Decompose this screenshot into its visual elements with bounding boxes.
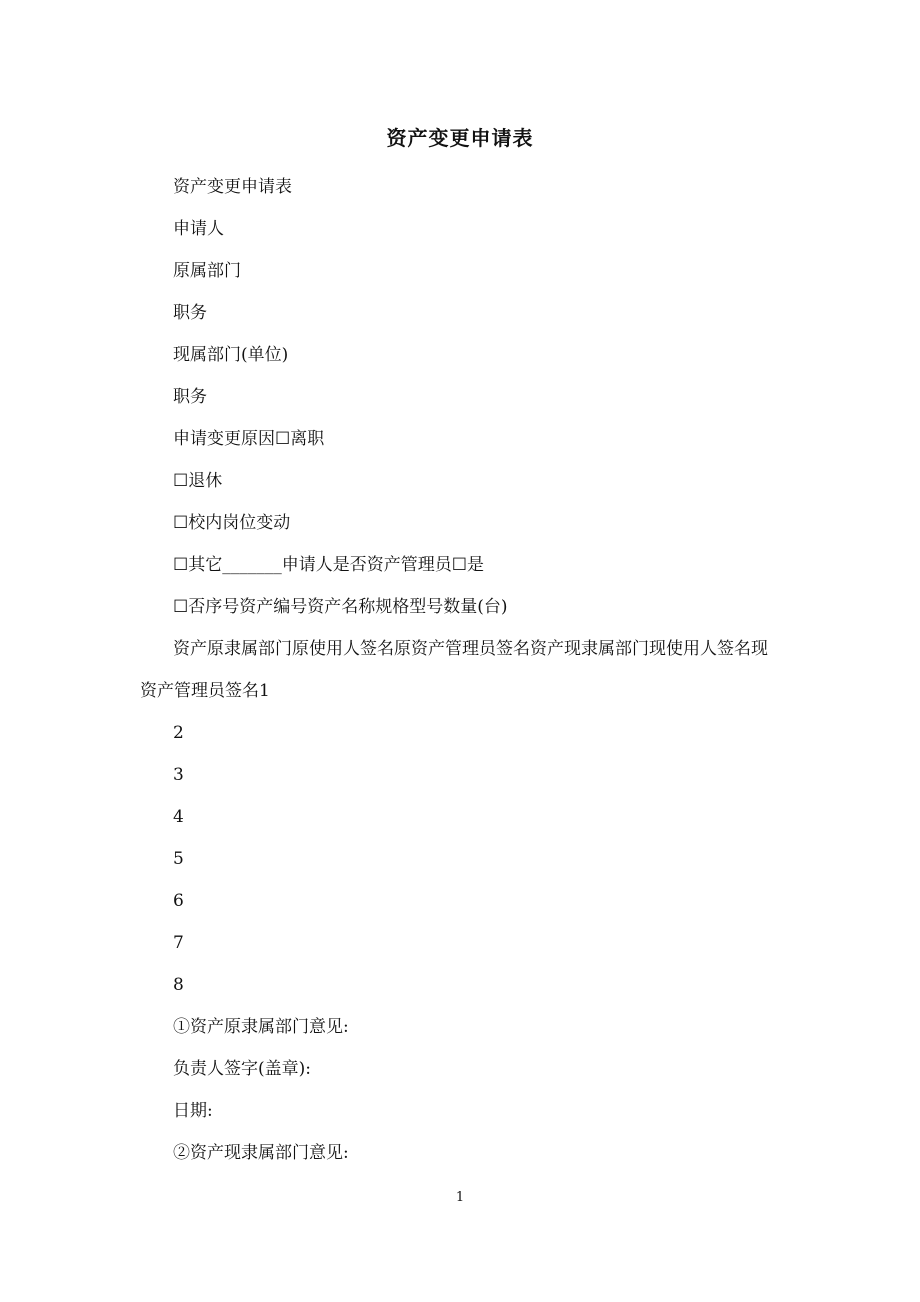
- paragraph: ②资产现隶属部门意见:: [173, 1143, 349, 1163]
- paragraph: ☐其它_______申请人是否资产管理员☐是: [173, 555, 484, 575]
- paragraph: 5: [173, 849, 184, 869]
- document-body: [140, 166, 780, 1174]
- paragraph: 资产变更申请表: [173, 177, 292, 197]
- paragraph: 职务: [173, 387, 207, 407]
- paragraph: 8: [173, 975, 184, 995]
- page-number: 1: [455, 1190, 465, 1205]
- paragraph: 申请人: [173, 219, 224, 239]
- paragraph: 负责人签字(盖章):: [173, 1059, 311, 1079]
- paragraph: ☐退休: [173, 471, 223, 491]
- paragraph: 4: [173, 807, 184, 827]
- paragraph: 6: [173, 891, 184, 911]
- paragraph: ①资产原隶属部门意见:: [173, 1017, 349, 1037]
- document-title: 资产变更申请表: [386, 126, 534, 150]
- paragraph: ☐校内岗位变动: [173, 513, 291, 533]
- paragraph: 资产原隶属部门原使用人签名原资产管理员签名资产现隶属部门现使用人签名现资产管理员签名1: [140, 639, 768, 701]
- paragraph: 3: [173, 765, 184, 785]
- paragraph: 2: [173, 723, 184, 743]
- paragraph: 原属部门: [173, 261, 241, 281]
- paragraph: 申请变更原因☐离职: [173, 429, 325, 449]
- paragraph: 7: [173, 933, 184, 953]
- paragraph: ☐否序号资产编号资产名称规格型号数量(台): [173, 597, 508, 617]
- paragraph: 日期:: [173, 1101, 213, 1121]
- paragraph: 职务: [173, 303, 207, 323]
- paragraph: 现属部门(单位): [173, 345, 289, 365]
